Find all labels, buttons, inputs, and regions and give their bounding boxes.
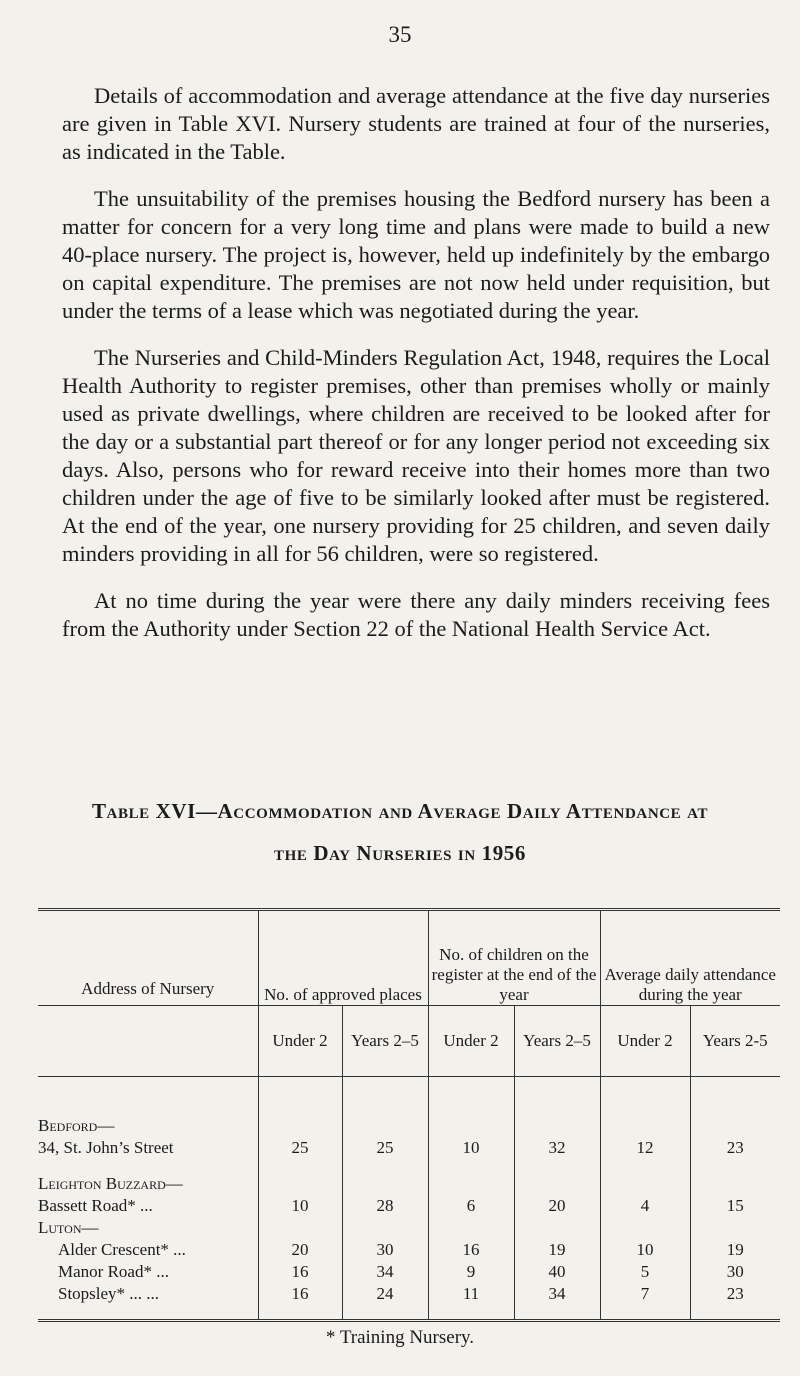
- page-number: 35: [388, 22, 412, 47]
- header-address: Address of Nursery: [81, 979, 215, 998]
- cell-value: 16: [258, 1283, 342, 1321]
- group-name: Luton—: [38, 1218, 99, 1237]
- cell-value: 4: [600, 1195, 690, 1217]
- header-under-2: Under 2: [428, 1006, 514, 1077]
- nursery-address: Stopsley* ... ...: [58, 1284, 160, 1303]
- cell-value: 12: [600, 1137, 690, 1173]
- body-text: [62, 82, 770, 662]
- cell-value: 15: [690, 1195, 780, 1217]
- cell-value: 28: [342, 1195, 428, 1217]
- cell-value: 7: [600, 1283, 690, 1321]
- table-title-line1: Table XVI—Accommodation and Average Daily Attendance at: [91, 799, 709, 823]
- paragraph: The Nurseries and Child-Minders Regulation Act, 1948, requires the Local Health Authority to register premises, other than premises wholly or mainly used as private dwellings, where children are received to be looked after for the day or a substantial part thereof or for any longer period not exceeding six days. Also, persons who for reward receive into their homes more than two children under the age of five to be similarly looked after must be registered. At the end of the year, one nursery providing for 25 children, and seven daily minders providing in all for 56 children, were so registered.: [62, 345, 770, 566]
- table-row: [38, 1261, 780, 1283]
- paragraph: At no time during the year were there any daily minders receiving fees from the Authority under Section 22 of the National Health Service Act.: [62, 588, 770, 641]
- cell-value: 40: [514, 1261, 600, 1283]
- cell-value: 19: [514, 1239, 600, 1261]
- cell-value: 30: [342, 1239, 428, 1261]
- cell-value: 5: [600, 1261, 690, 1283]
- nursery-table: [38, 908, 780, 1322]
- cell-value: 30: [690, 1261, 780, 1283]
- header-years-2-5: Years 2–5: [342, 1006, 428, 1077]
- cell-value: 10: [600, 1239, 690, 1261]
- cell-value: 20: [514, 1195, 600, 1217]
- nursery-address: Manor Road* ...: [58, 1262, 169, 1281]
- cell-value: 34: [514, 1283, 600, 1321]
- cell-value: 6: [428, 1195, 514, 1217]
- group-name: Leighton Buzzard—: [38, 1174, 183, 1193]
- table-title: [0, 790, 800, 874]
- nursery-address: Bassett Road* ...: [38, 1196, 153, 1215]
- cell-value: 24: [342, 1283, 428, 1321]
- header-approved-places: No. of approved places: [258, 910, 428, 1006]
- cell-value: 10: [258, 1195, 342, 1217]
- table-title-line2: the Day Nurseries in 1956: [274, 841, 526, 865]
- header-attendance: Average daily attendance during the year: [600, 910, 780, 1006]
- table-row: [38, 1137, 780, 1173]
- table-row: [38, 1283, 780, 1321]
- header-years-2-5: Years 2–5: [514, 1006, 600, 1077]
- header-register: No. of children on the register at the end of the year: [428, 910, 600, 1006]
- cell-value: 32: [514, 1137, 600, 1173]
- cell-value: 16: [428, 1239, 514, 1261]
- table-row: [38, 1195, 780, 1217]
- header-under-2: Under 2: [600, 1006, 690, 1077]
- group-row: [38, 1217, 780, 1239]
- cell-value: 34: [342, 1261, 428, 1283]
- cell-value: 19: [690, 1239, 780, 1261]
- footnote: * Training Nursery.: [325, 1327, 475, 1348]
- header-under-2: Under 2: [258, 1006, 342, 1077]
- cell-value: 23: [690, 1283, 780, 1321]
- cell-value: 16: [258, 1261, 342, 1283]
- cell-value: 20: [258, 1239, 342, 1261]
- group-row: [38, 1173, 780, 1195]
- paragraph: The unsuitability of the premises housing the Bedford nursery has been a matter for concern for a very long time and plans were made to build a new 40-place nursery. The project is, however, held up indefinitely by the embargo on capital expenditure. The premises are not now held under requisition, but under the terms of a lease which was negotiated during the year.: [62, 186, 770, 323]
- group-name: Bedford—: [38, 1116, 115, 1135]
- cell-value: 25: [342, 1137, 428, 1173]
- cell-value: 10: [428, 1137, 514, 1173]
- cell-value: 23: [690, 1137, 780, 1173]
- cell-value: 9: [428, 1261, 514, 1283]
- header-years-2-5: Years 2-5: [690, 1006, 780, 1077]
- nursery-address: 34, St. John’s Street: [38, 1138, 174, 1157]
- nursery-address: Alder Crescent* ...: [58, 1240, 186, 1259]
- paragraph: Details of accommodation and average attendance at the five day nurseries are given in Table XVI. Nursery students are trained at four of the nurseries, as indicated in the Table.: [62, 83, 770, 164]
- cell-value: 25: [258, 1137, 342, 1173]
- table-row: [38, 1239, 780, 1261]
- header-blank: [38, 1006, 258, 1077]
- group-row: [38, 1077, 780, 1138]
- cell-value: 11: [428, 1283, 514, 1321]
